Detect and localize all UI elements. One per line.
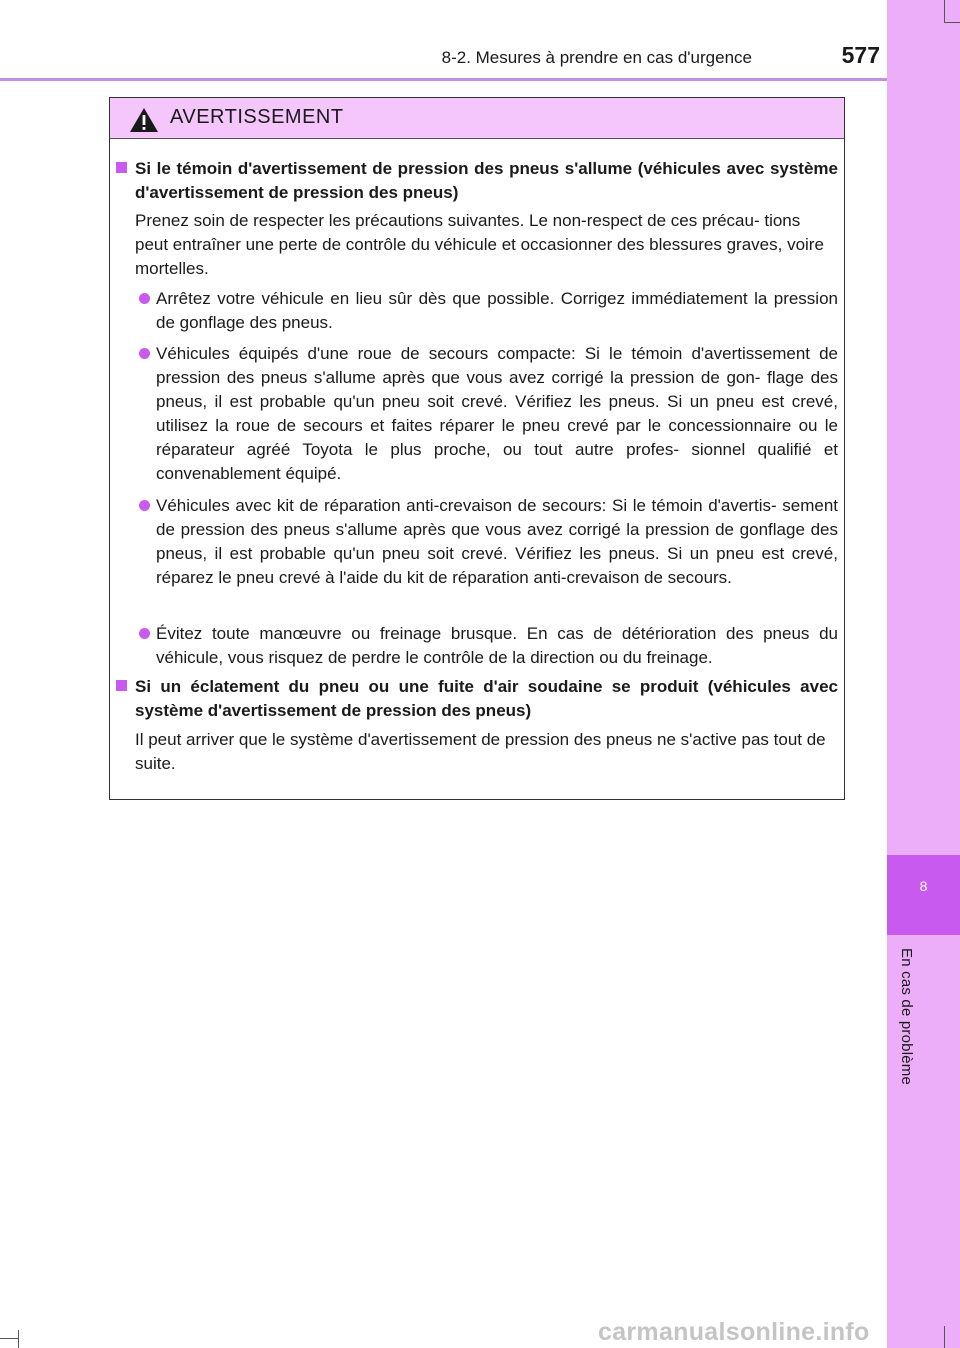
warning-triangle-icon	[129, 107, 159, 133]
crop-mark	[944, 1326, 945, 1348]
round-bullet-icon	[139, 348, 150, 359]
crop-mark	[18, 1330, 19, 1348]
section-1-heading: Si le témoin d'avertissement de pression des pneus s'allume (véhicules avec système d'avertissement de pression des pneus)	[135, 159, 838, 202]
crop-mark	[0, 1338, 18, 1339]
square-bullet-icon	[116, 162, 127, 173]
section-heading: 8-2. Mesures à prendre en cas d'urgence	[441, 48, 752, 67]
chapter-title: En cas de problème	[898, 948, 915, 1086]
crop-mark	[944, 0, 945, 22]
header-rule	[0, 78, 887, 81]
warning-section-1	[116, 157, 838, 205]
chapter-tab	[887, 855, 960, 935]
round-bullet-icon	[139, 500, 150, 511]
square-bullet-icon	[116, 680, 127, 691]
warning-header	[110, 98, 844, 139]
crop-mark	[944, 22, 960, 23]
warning-section-2	[116, 675, 838, 723]
warning-box	[109, 97, 845, 800]
bullet-item: Évitez toute manœuvre ou freinage brusque. En cas de détérioration des pneus du véhicule, vous risquez de perdre le contrôle de la direction ou du freinage.	[135, 622, 838, 670]
bullet-item: Véhicules équipés d'une roue de secours compacte: Si le témoin d'avertissement de pression des pneus s'allume après que vous avez corrigé la pression de gon- flage des pneus, il est probable qu'un pneu soit crevé. Vérifiez les pneus. Si un pneu est crevé, utilisez la roue de secours et faites réparer le pneu crevé par le concessionnaire ou le réparateur agréé Toyota le plus proche, ou tout autre profes- sionnel qualifié et convenablement équipé.	[135, 342, 838, 486]
section-2-heading: Si un éclatement du pneu ou une fuite d'air soudaine se produit (véhicules avec système d'avertissement de pression des pneus)	[135, 677, 838, 720]
section-1-text: Prenez soin de respecter les précautions suivantes. Le non-respect de ces précau- tions peut entraîner une perte de contrôle du véhicule et occasionner des blessures graves, voire mortelles.	[135, 211, 824, 278]
bullet-item: Arrêtez votre véhicule en lieu sûr dès que possible. Corrigez immédiatement la pression de gonflage des pneus.	[135, 287, 838, 335]
section-2-text: Il peut arriver que le système d'avertissement de pression des pneus ne s'active pas tout de suite.	[135, 730, 826, 773]
warning-title: AVERTISSEMENT	[170, 106, 344, 128]
round-bullet-icon	[139, 628, 150, 639]
bullet-item: Véhicules avec kit de réparation anti-crevaison de secours: Si le témoin d'avertis- sement de pression des pneus s'allume après que vous avez corrigé la pression de gonflage des pneus, il est probable qu'un pneu soit crevé. Vérifiez les pneus. Si un pneu est crevé, réparez le pneu crevé à l'aide du kit de réparation anti-crevaison de secours.	[135, 494, 838, 590]
footer-watermark: carmanualsonline.info	[598, 1318, 870, 1346]
chapter-number: 8	[919, 878, 928, 894]
page-number: 577	[841, 42, 880, 68]
side-thumb-column	[887, 0, 960, 1348]
round-bullet-icon	[139, 293, 150, 304]
